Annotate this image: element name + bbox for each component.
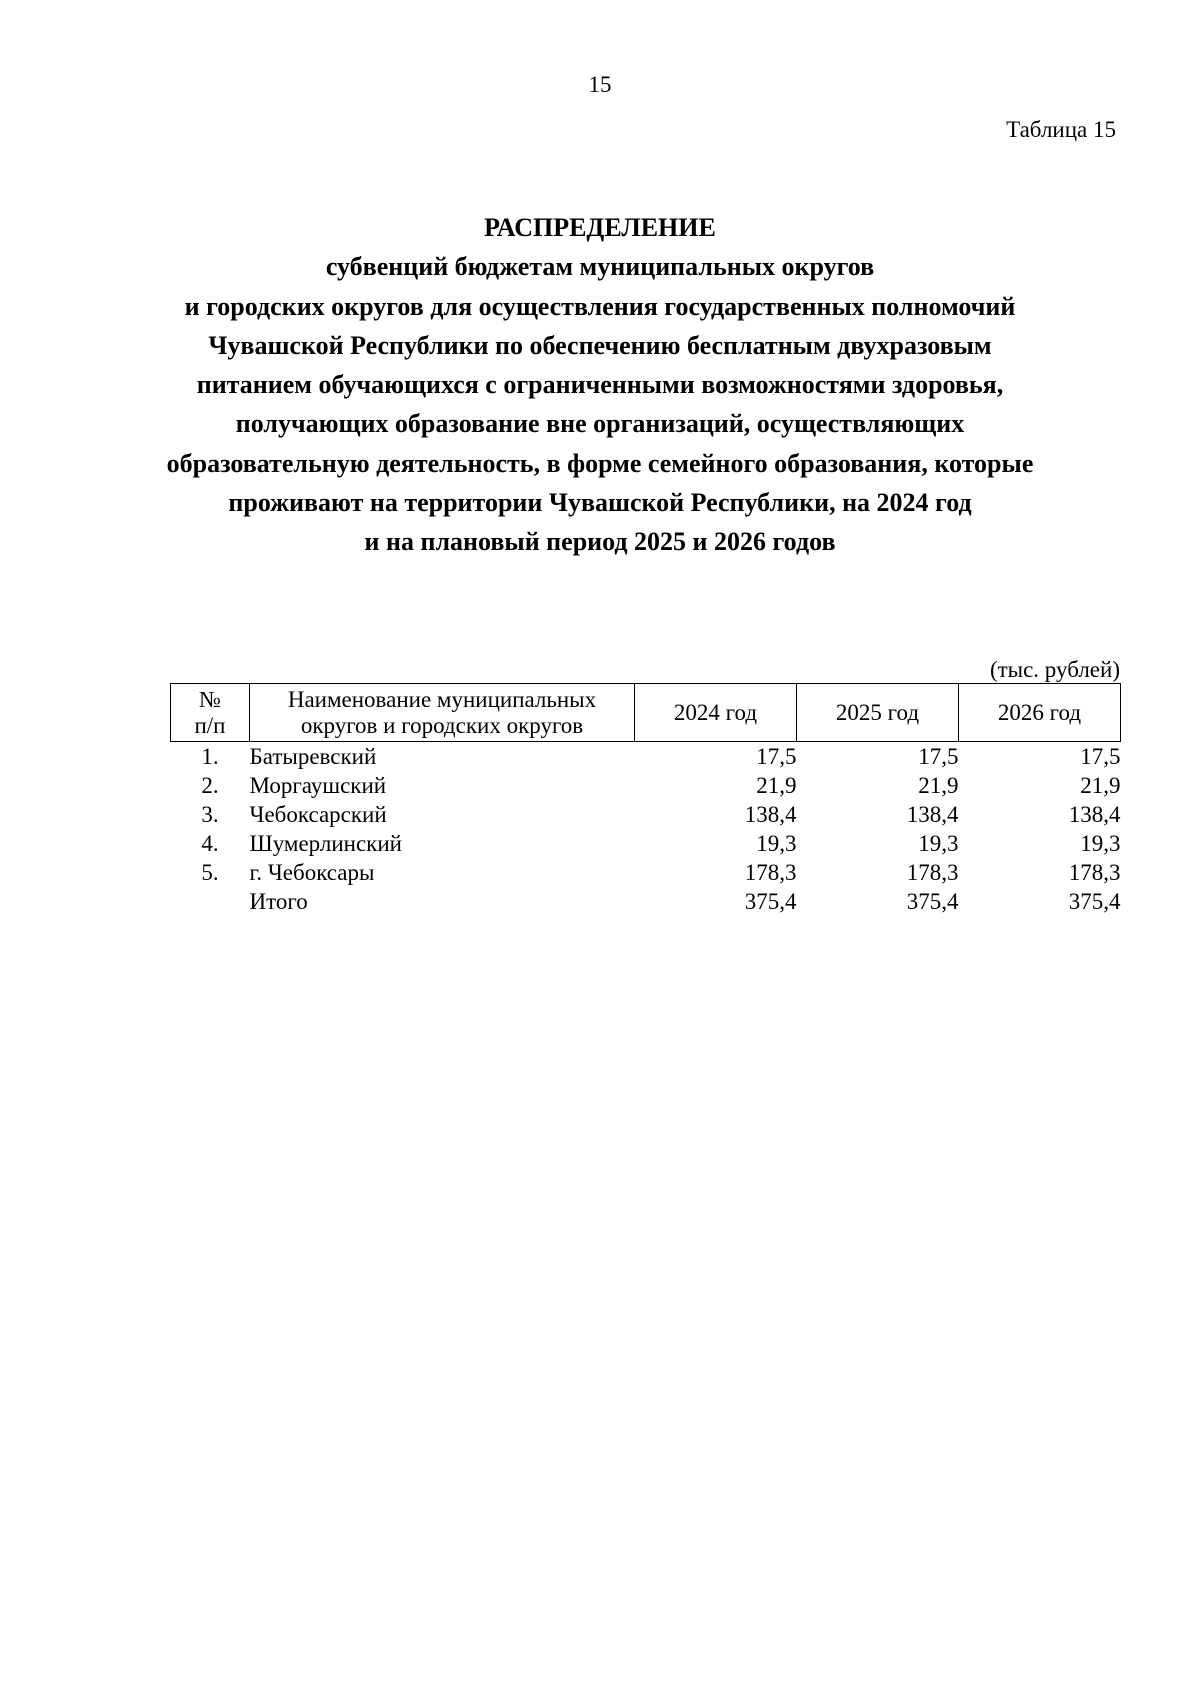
header-number-line1: №: [199, 686, 221, 712]
page-number: 15: [588, 72, 612, 97]
row-value-2024: 138,4: [744, 802, 797, 827]
header-number: [171, 684, 250, 742]
title-line: субвенций бюджетам муниципальных округов: [325, 252, 875, 282]
header-2026: 2026 год: [959, 684, 1121, 742]
table-row: [171, 771, 1121, 800]
table-row: [171, 800, 1121, 829]
header-name-line2: округов и городских округов: [300, 712, 584, 738]
row-name: Моргаушский: [249, 773, 387, 798]
row-number: 4.: [201, 831, 219, 856]
table-row: [171, 742, 1121, 772]
table-row: [171, 858, 1121, 887]
row-name: Батыревский: [249, 744, 377, 769]
row-value-2025: 17,5: [918, 744, 959, 769]
row-number: 2.: [201, 773, 219, 798]
total-value-2025: 375,4: [906, 889, 959, 914]
header-name-line1: Наименование муниципальных: [287, 686, 597, 712]
row-name: Шумерлинский: [249, 831, 402, 856]
title-line: и на плановый период 2025 и 2026 годов: [364, 527, 836, 557]
header-name: [250, 684, 635, 742]
total-number: [171, 887, 250, 916]
row-value-2025: 178,3: [906, 860, 959, 885]
row-value-2026: 138,4: [1068, 802, 1121, 827]
row-value-2024: 19,3: [756, 831, 797, 856]
title-line: получающих образование вне организаций, осуществляющих: [235, 409, 965, 439]
table-label: Таблица 15: [1006, 117, 1116, 142]
title-line: проживают на территории Чувашской Республики, на 2024 год: [228, 488, 972, 518]
row-value-2024: 21,9: [756, 773, 797, 798]
title-line: РАСПРЕДЕЛЕНИЕ: [484, 213, 716, 242]
row-value-2026: 178,3: [1068, 860, 1121, 885]
table-total-row: [171, 887, 1121, 916]
total-value-2026: 375,4: [1068, 889, 1121, 914]
row-value-2025: 19,3: [918, 831, 959, 856]
header-2024: 2024 год: [635, 684, 797, 742]
row-value-2026: 17,5: [1080, 744, 1121, 769]
total-label: Итого: [249, 889, 308, 914]
total-value-2024: 375,4: [744, 889, 797, 914]
row-value-2025: 21,9: [918, 773, 959, 798]
row-value-2024: 17,5: [756, 744, 797, 769]
title-line: и городских округов для осуществления государственных полномочий: [184, 291, 1016, 321]
table-header-row: [171, 684, 1121, 742]
document-title: [100, 208, 1100, 562]
units-note: (тыс. рублей): [989, 657, 1120, 682]
header-2025: 2025 год: [797, 684, 959, 742]
row-value-2026: 21,9: [1080, 773, 1121, 798]
row-value-2026: 19,3: [1080, 831, 1121, 856]
subvention-table: [170, 683, 1121, 916]
row-number: 3.: [201, 802, 219, 827]
row-name: г. Чебоксары: [249, 860, 375, 885]
header-number-line2: п/п: [194, 712, 226, 738]
row-value-2024: 178,3: [744, 860, 797, 885]
title-line: Чувашской Республики по обеспечению бесплатным двухразовым: [208, 330, 992, 360]
title-line: питанием обучающихся с ограниченными возможностями здоровья,: [196, 370, 1004, 400]
table-row: [171, 829, 1121, 858]
row-number: 5.: [201, 860, 219, 885]
row-name: Чебоксарский: [249, 802, 387, 827]
row-value-2025: 138,4: [906, 802, 959, 827]
title-line: образовательную деятельность, в форме семейного образования, которые: [166, 448, 1034, 478]
row-number: 1.: [201, 744, 219, 769]
